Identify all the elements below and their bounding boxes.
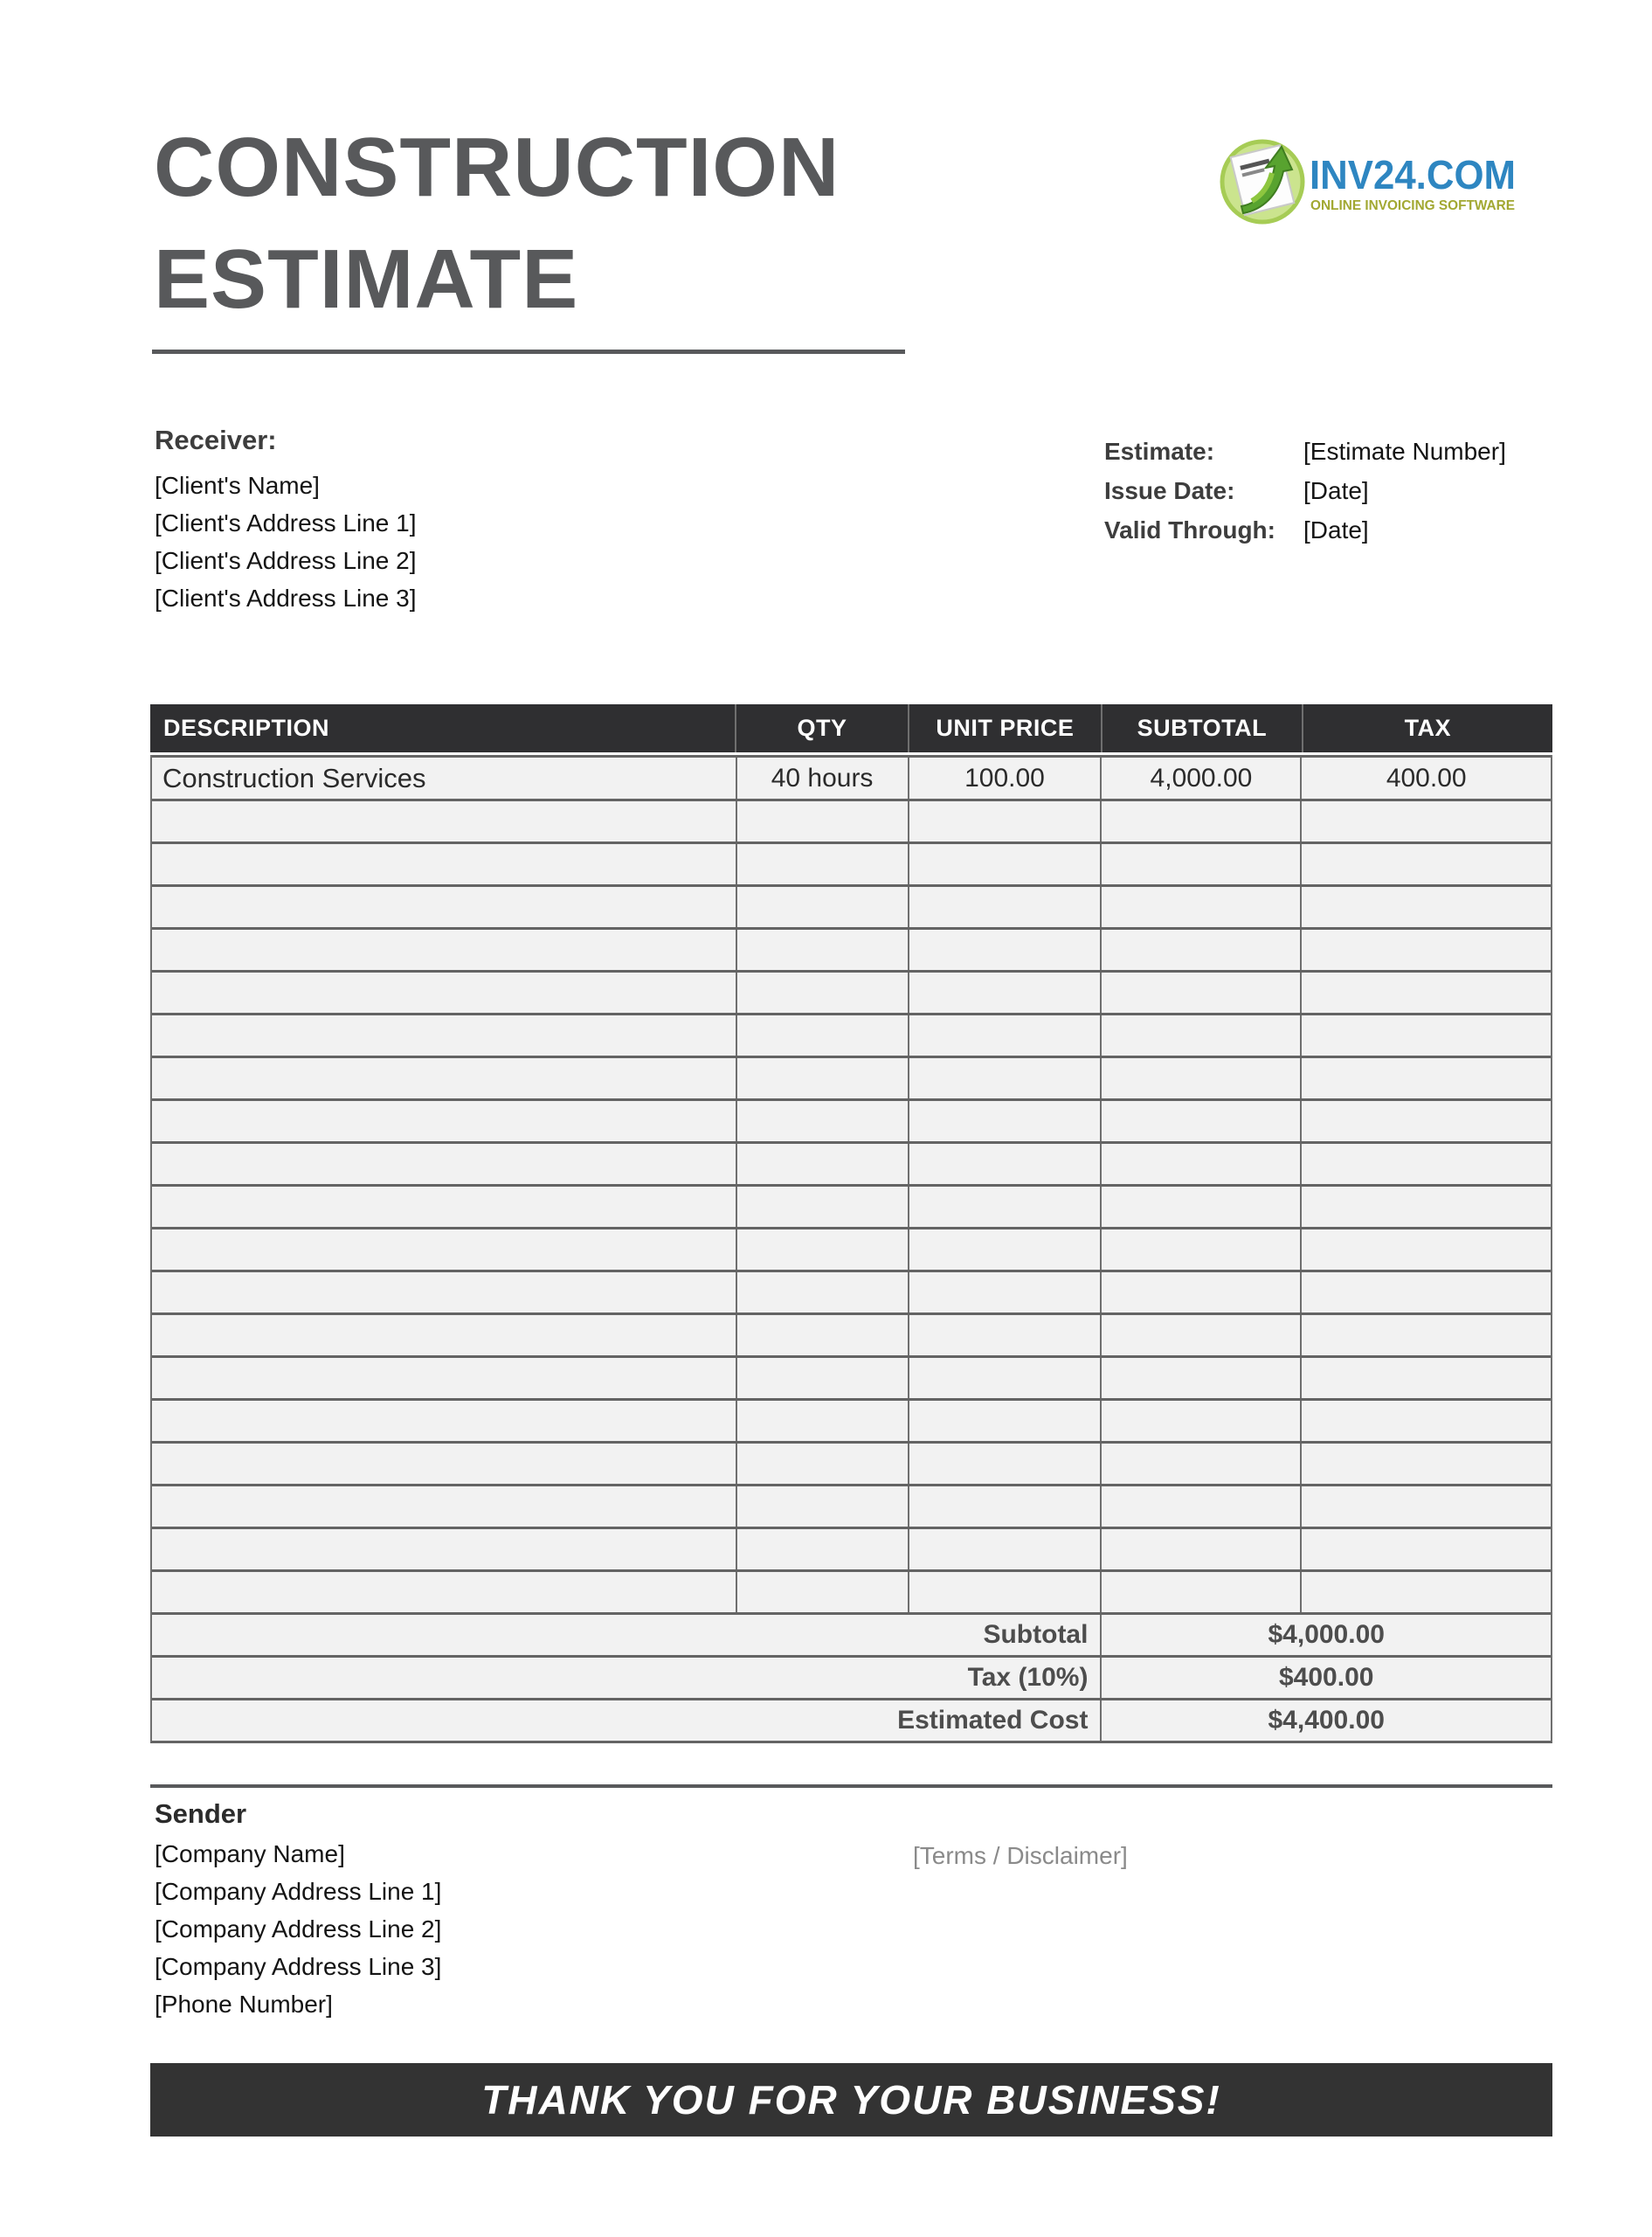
table-cell-empty bbox=[1300, 930, 1551, 970]
totals-row bbox=[152, 1612, 1551, 1655]
table-row-empty bbox=[152, 1569, 1551, 1612]
issue-date-row bbox=[1104, 471, 1506, 510]
issue-date-label: Issue Date: bbox=[1104, 477, 1235, 504]
valid-through-label: Valid Through: bbox=[1104, 516, 1275, 544]
table-cell-empty bbox=[1300, 844, 1551, 884]
table-cell-empty bbox=[908, 1229, 1101, 1270]
table-cell-empty bbox=[1300, 1358, 1551, 1398]
table-cell-empty bbox=[152, 887, 736, 927]
terms-disclaimer: [Terms / Disclaimer] bbox=[913, 1842, 1128, 1869]
table-cell: 100.00 bbox=[908, 758, 1101, 799]
table-cell-empty bbox=[1300, 1529, 1551, 1569]
sender-block bbox=[155, 1798, 441, 2023]
table-cell-empty bbox=[152, 1529, 736, 1569]
table-row-empty bbox=[152, 1441, 1551, 1484]
table-cell-empty bbox=[908, 887, 1101, 927]
table-cell-empty bbox=[1300, 801, 1551, 841]
title-underline bbox=[152, 350, 905, 354]
table-cell-empty bbox=[152, 1315, 736, 1355]
totals-row bbox=[152, 1655, 1551, 1698]
valid-through-value: [Date] bbox=[1303, 516, 1369, 544]
table-row-empty bbox=[152, 841, 1551, 884]
estimate-number-row bbox=[1104, 432, 1506, 471]
table-row-empty bbox=[152, 970, 1551, 1013]
table-cell-empty bbox=[736, 1272, 908, 1312]
table-row-empty bbox=[152, 1227, 1551, 1270]
sender-heading: Sender bbox=[155, 1798, 247, 1829]
table-cell-empty bbox=[1100, 1229, 1300, 1270]
table-cell-empty bbox=[908, 1572, 1101, 1612]
table-cell-empty bbox=[1300, 887, 1551, 927]
table-cell-empty bbox=[152, 1486, 736, 1527]
column-header-unit-price: UNIT PRICE bbox=[908, 704, 1101, 752]
table-row-empty bbox=[152, 1098, 1551, 1141]
table-cell-empty bbox=[1100, 1187, 1300, 1227]
table-cell-empty bbox=[1300, 1444, 1551, 1484]
table-cell-empty bbox=[736, 1572, 908, 1612]
company-address-line2: [Company Address Line 2] bbox=[155, 1915, 442, 1943]
table-cell-empty bbox=[152, 801, 736, 841]
company-address-line1: [Company Address Line 1] bbox=[155, 1878, 442, 1905]
table-cell-empty bbox=[736, 844, 908, 884]
issue-date-value: [Date] bbox=[1303, 477, 1369, 504]
company-phone: [Phone Number] bbox=[155, 1991, 333, 2018]
table-cell-empty bbox=[1300, 1187, 1551, 1227]
table-cell-empty bbox=[908, 1015, 1101, 1056]
table-row-empty bbox=[152, 1270, 1551, 1312]
table-row-empty bbox=[152, 1527, 1551, 1569]
table-cell-empty bbox=[736, 1015, 908, 1056]
table-cell-empty bbox=[1100, 1144, 1300, 1184]
table-row-empty bbox=[152, 1013, 1551, 1056]
table-cell-empty bbox=[736, 1229, 908, 1270]
table-header-row bbox=[150, 704, 1552, 752]
table-row bbox=[152, 755, 1551, 799]
totals-row bbox=[152, 1698, 1551, 1741]
table-cell-empty bbox=[1300, 1058, 1551, 1098]
table-cell-empty bbox=[1300, 1572, 1551, 1612]
footer-message: THANK YOU FOR YOUR BUSINESS! bbox=[481, 2077, 1221, 2123]
table-cell-empty bbox=[1100, 1272, 1300, 1312]
table-cell-empty bbox=[908, 1486, 1101, 1527]
table-cell-empty bbox=[152, 1572, 736, 1612]
table-cell-empty bbox=[152, 1187, 736, 1227]
table-cell-empty bbox=[908, 930, 1101, 970]
page-title-line1: CONSTRUCTION bbox=[154, 121, 840, 214]
table-row-empty bbox=[152, 884, 1551, 927]
table-cell-empty bbox=[152, 1144, 736, 1184]
table-cell-empty bbox=[152, 1015, 736, 1056]
table-cell-empty bbox=[1300, 1229, 1551, 1270]
table-row-empty bbox=[152, 1312, 1551, 1355]
page-title-line2: ESTIMATE bbox=[154, 232, 579, 326]
receiver-heading: Receiver: bbox=[155, 425, 277, 455]
table-row-empty bbox=[152, 1056, 1551, 1098]
table-cell-empty bbox=[1300, 1101, 1551, 1141]
line-items-table bbox=[150, 704, 1552, 1743]
table-cell-empty bbox=[908, 1401, 1101, 1441]
logo-name-text: INV24.COM bbox=[1310, 152, 1516, 197]
table-cell-empty bbox=[736, 973, 908, 1013]
estimate-number-value: [Estimate Number] bbox=[1303, 438, 1506, 465]
totals-label: Subtotal bbox=[983, 1620, 1089, 1649]
table-cell-empty bbox=[1300, 1315, 1551, 1355]
totals-label: Estimated Cost bbox=[897, 1706, 1089, 1735]
table-cell-empty bbox=[1300, 1272, 1551, 1312]
table-cell-empty bbox=[736, 1144, 908, 1184]
table-cell-empty bbox=[736, 1101, 908, 1141]
table-cell-empty bbox=[908, 973, 1101, 1013]
table-cell: 400.00 bbox=[1300, 758, 1551, 799]
sender-separator-line bbox=[150, 1784, 1552, 1788]
table-cell-empty bbox=[1100, 887, 1300, 927]
table-cell-empty bbox=[152, 1358, 736, 1398]
table-cell-empty bbox=[1100, 930, 1300, 970]
column-header-description: DESCRIPTION bbox=[163, 715, 330, 741]
table-cell-empty bbox=[736, 930, 908, 970]
table-cell-empty bbox=[1100, 1101, 1300, 1141]
table-cell-empty bbox=[152, 1401, 736, 1441]
totals-value: $4,000.00 bbox=[1100, 1615, 1551, 1655]
table-cell-empty bbox=[736, 1358, 908, 1398]
table-cell: Construction Services bbox=[162, 762, 426, 793]
table-cell-empty bbox=[1300, 1015, 1551, 1056]
table-row-empty bbox=[152, 1355, 1551, 1398]
client-name: [Client's Name] bbox=[155, 472, 320, 499]
table-body bbox=[150, 755, 1552, 1743]
table-cell-empty bbox=[1100, 1315, 1300, 1355]
inv24-logo bbox=[1217, 133, 1523, 229]
column-header-subtotal: SUBTOTAL bbox=[1101, 704, 1302, 752]
table-cell-empty bbox=[1100, 1486, 1300, 1527]
client-address-line1: [Client's Address Line 1] bbox=[155, 509, 417, 537]
table-cell-empty bbox=[736, 1486, 908, 1527]
client-address-line3: [Client's Address Line 3] bbox=[155, 585, 417, 612]
table-cell-empty bbox=[908, 1187, 1101, 1227]
estimate-number-label: Estimate: bbox=[1104, 438, 1215, 465]
table-cell-empty bbox=[908, 844, 1101, 884]
table-cell-empty bbox=[908, 1444, 1101, 1484]
table-cell-empty bbox=[1300, 973, 1551, 1013]
table-row-empty bbox=[152, 1484, 1551, 1527]
table-cell-empty bbox=[1100, 801, 1300, 841]
table-cell-empty bbox=[152, 1101, 736, 1141]
table-cell-empty bbox=[1300, 1144, 1551, 1184]
estimate-info-block bbox=[1104, 432, 1506, 550]
table-cell-empty bbox=[1100, 973, 1300, 1013]
table-cell-empty bbox=[908, 1058, 1101, 1098]
table-cell-empty bbox=[152, 1229, 736, 1270]
table-cell-empty bbox=[736, 1058, 908, 1098]
company-name: [Company Name] bbox=[155, 1840, 345, 1867]
table-cell-empty bbox=[1300, 1401, 1551, 1441]
receiver-block bbox=[155, 425, 417, 617]
table-cell-empty bbox=[152, 973, 736, 1013]
column-header-tax: TAX bbox=[1302, 704, 1552, 752]
table-cell-empty bbox=[908, 801, 1101, 841]
table-cell-empty bbox=[1100, 1572, 1300, 1612]
table-cell-empty bbox=[1100, 1529, 1300, 1569]
table-cell: 4,000.00 bbox=[1100, 758, 1300, 799]
table-cell-empty bbox=[152, 930, 736, 970]
table-cell-empty bbox=[736, 887, 908, 927]
table-row-empty bbox=[152, 1184, 1551, 1227]
client-address-line2: [Client's Address Line 2] bbox=[155, 547, 417, 574]
table-cell-empty bbox=[736, 801, 908, 841]
inv24-logo-graphic bbox=[1217, 133, 1523, 229]
column-header-qty: QTY bbox=[735, 704, 907, 752]
table-cell-empty bbox=[908, 1272, 1101, 1312]
table-cell-empty bbox=[152, 1058, 736, 1098]
table-cell-empty bbox=[908, 1315, 1101, 1355]
table-cell-empty bbox=[736, 1444, 908, 1484]
table-row-empty bbox=[152, 1398, 1551, 1441]
totals-value: $400.00 bbox=[1100, 1658, 1551, 1698]
table-cell-empty bbox=[908, 1529, 1101, 1569]
table-cell-empty bbox=[1100, 1058, 1300, 1098]
table-cell-empty bbox=[1100, 1358, 1300, 1398]
table-row-empty bbox=[152, 799, 1551, 841]
table-cell-empty bbox=[152, 1272, 736, 1312]
table-cell-empty bbox=[1100, 1015, 1300, 1056]
totals-label: Tax (10%) bbox=[967, 1663, 1089, 1692]
table-cell-empty bbox=[908, 1144, 1101, 1184]
footer-bar bbox=[150, 2063, 1552, 2137]
totals-value: $4,400.00 bbox=[1100, 1700, 1551, 1741]
table-cell-empty bbox=[736, 1315, 908, 1355]
table-cell-empty bbox=[1100, 1401, 1300, 1441]
table-cell-empty bbox=[736, 1529, 908, 1569]
table-cell-empty bbox=[736, 1401, 908, 1441]
table-cell-empty bbox=[1100, 1444, 1300, 1484]
table-cell-empty bbox=[736, 1187, 908, 1227]
table-cell: 40 hours bbox=[736, 758, 908, 799]
page-title bbox=[154, 112, 840, 336]
table-cell-empty bbox=[1300, 1486, 1551, 1527]
valid-through-row bbox=[1104, 510, 1506, 550]
table-cell-empty bbox=[1100, 844, 1300, 884]
logo-tagline-text: ONLINE INVOICING SOFTWARE bbox=[1310, 198, 1516, 213]
company-address-line3: [Company Address Line 3] bbox=[155, 1953, 442, 1980]
table-cell-empty bbox=[152, 844, 736, 884]
table-cell-empty bbox=[152, 1444, 736, 1484]
table-row-empty bbox=[152, 927, 1551, 970]
table-cell-empty bbox=[908, 1101, 1101, 1141]
table-cell-empty bbox=[908, 1358, 1101, 1398]
table-row-empty bbox=[152, 1141, 1551, 1184]
